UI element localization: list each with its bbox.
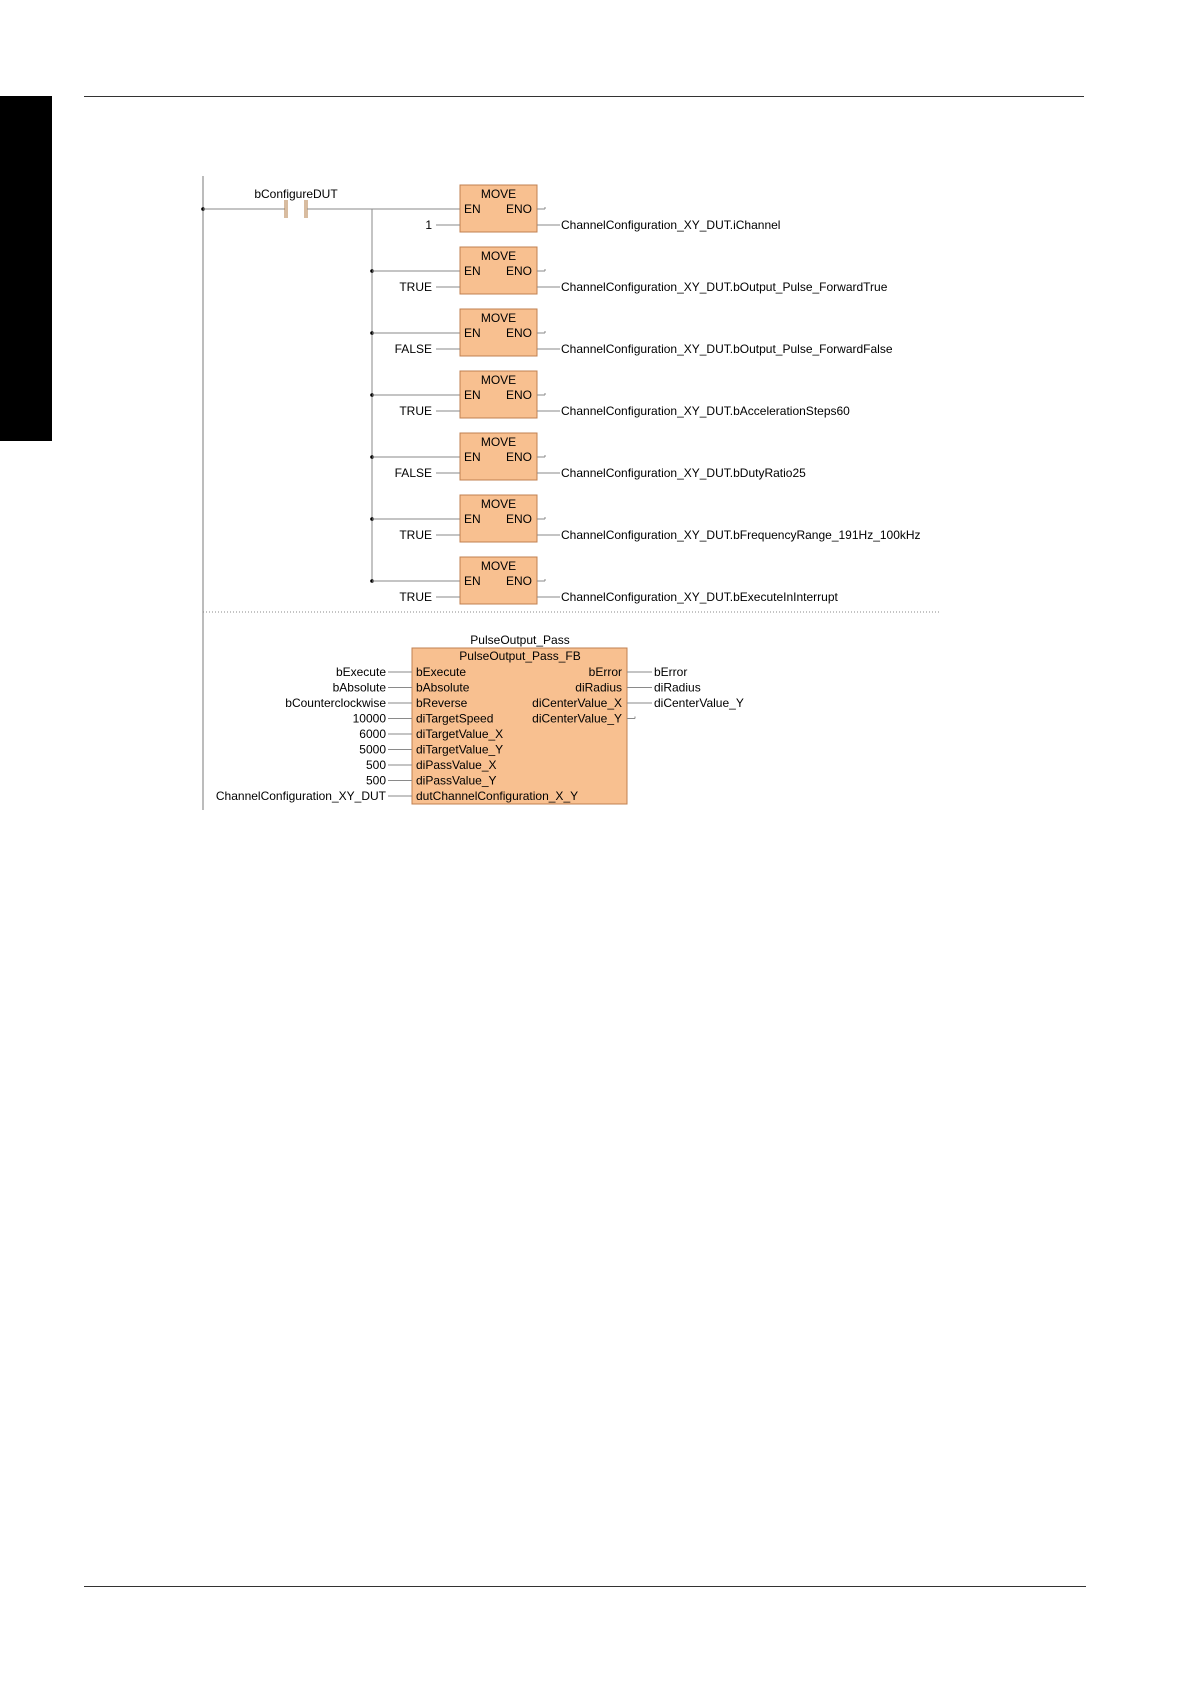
move-block-5 [370,433,806,480]
eno-pin-label: ENO [505,574,532,588]
move-block-title: MOVE [480,187,517,201]
move-block-6 [370,495,920,542]
move-output-variable: ChannelConfiguration_XY_DUT.bOutput_Pulse_ForwardFalse [561,342,893,356]
fb-input-pin: bExecute [416,665,467,679]
fb-output-variable: diRadius [654,680,701,695]
move-block-1 [372,185,780,232]
move-input-value: TRUE [399,404,432,418]
move-block-title: MOVE [480,435,517,449]
move-output-variable: ChannelConfiguration_XY_DUT.bAccelerationSteps60 [561,404,850,418]
eno-pin-label: ENO [505,512,532,526]
move-input-value: TRUE [399,590,432,604]
move-input-value: TRUE [399,528,432,542]
en-pin-label: EN [464,264,481,278]
fb-input-2 [333,681,470,695]
move-block-title: MOVE [480,559,517,573]
fb-input-pin: diTargetValue_X [416,727,504,741]
fb-output-pin: diCenterValue_Y [532,711,622,726]
eno-pin-label: ENO [505,326,532,340]
fb-input-3 [285,696,467,710]
move-block-title: MOVE [480,249,517,263]
en-pin-label: EN [464,388,481,402]
fb-output-pin: bError [588,665,622,679]
move-block-title: MOVE [480,373,517,387]
fb-input-pin: diPassValue_X [416,758,497,772]
fb-input-variable: bCounterclockwise [285,696,386,710]
move-output-variable: ChannelConfiguration_XY_DUT.bExecuteInInterrupt [561,590,838,604]
move-output-variable: ChannelConfiguration_XY_DUT.iChannel [561,218,781,232]
fb-input-4 [353,712,494,726]
fb-input-variable: 10000 [352,711,386,726]
fb-input-variable: bAbsolute [332,680,386,695]
contact-label: bConfigureDUT [254,187,338,201]
fb-output-pin: diCenterValue_X [532,696,622,710]
en-pin-label: EN [464,512,481,526]
move-block-title: MOVE [480,311,517,325]
fb-output-3 [532,696,744,710]
en-pin-label: EN [464,450,481,464]
fb-input-variable: bExecute [335,665,386,679]
fb-input-pin: diPassValue_Y [416,773,497,788]
move-input-value: TRUE [399,280,432,294]
move-output-variable: ChannelConfiguration_XY_DUT.bOutput_Pulse_ForwardTrue [561,280,888,294]
move-output-variable: ChannelConfiguration_XY_DUT.bDutyRatio25 [561,466,806,480]
fb-output-pin: diRadius [575,680,622,695]
move-input-value: 1 [425,218,432,232]
fb-output-2 [575,681,700,695]
fb-input-pin: diTargetValue_Y [416,742,504,757]
fb-input-variable: ChannelConfiguration_XY_DUT [215,789,386,803]
en-pin-label: EN [464,326,481,340]
en-pin-label: EN [464,202,481,216]
move-block-4 [370,371,850,418]
fb-input-pin: diTargetSpeed [416,711,494,726]
fb-output-variable: diCenterValue_Y [654,696,744,710]
eno-pin-label: ENO [505,450,532,464]
move-block-2 [370,247,888,294]
fb-output-4 [532,712,635,726]
fb-input-variable: 500 [365,758,386,772]
fb-input-8 [366,774,497,788]
fb-input-pin: bAbsolute [416,680,470,695]
fb-input-1 [336,665,466,679]
fb-input-6 [359,743,503,757]
move-block-title: MOVE [480,497,517,511]
fb-input-variable: 6000 [359,727,386,741]
rung-pulse-output-pass [216,633,744,804]
fb-instance-name: PulseOutput_Pass [470,633,570,647]
fb-output-variable: bError [654,665,688,679]
en-pin-label: EN [464,574,481,588]
fb-type-name: PulseOutput_Pass_FB [459,649,581,663]
eno-pin-label: ENO [505,202,532,216]
eno-pin-label: ENO [505,264,532,278]
move-output-variable: ChannelConfiguration_XY_DUT.bFrequencyRange_191Hz_100kHz [561,528,921,542]
fb-input-variable: 500 [365,773,386,788]
fb-input-pin: dutChannelConfiguration_X_Y [416,789,579,803]
fb-input-pin: bReverse [416,696,468,710]
fb-input-9 [216,789,578,803]
move-input-value: FALSE [394,466,432,480]
move-block-7 [370,557,838,604]
fb-input-variable: 5000 [359,742,386,757]
fb-input-7 [366,758,497,772]
eno-pin-label: ENO [505,388,532,402]
move-block-3 [370,309,893,356]
move-input-value: FALSE [394,342,432,356]
fb-output-1 [589,665,688,679]
fb-input-5 [359,727,503,741]
